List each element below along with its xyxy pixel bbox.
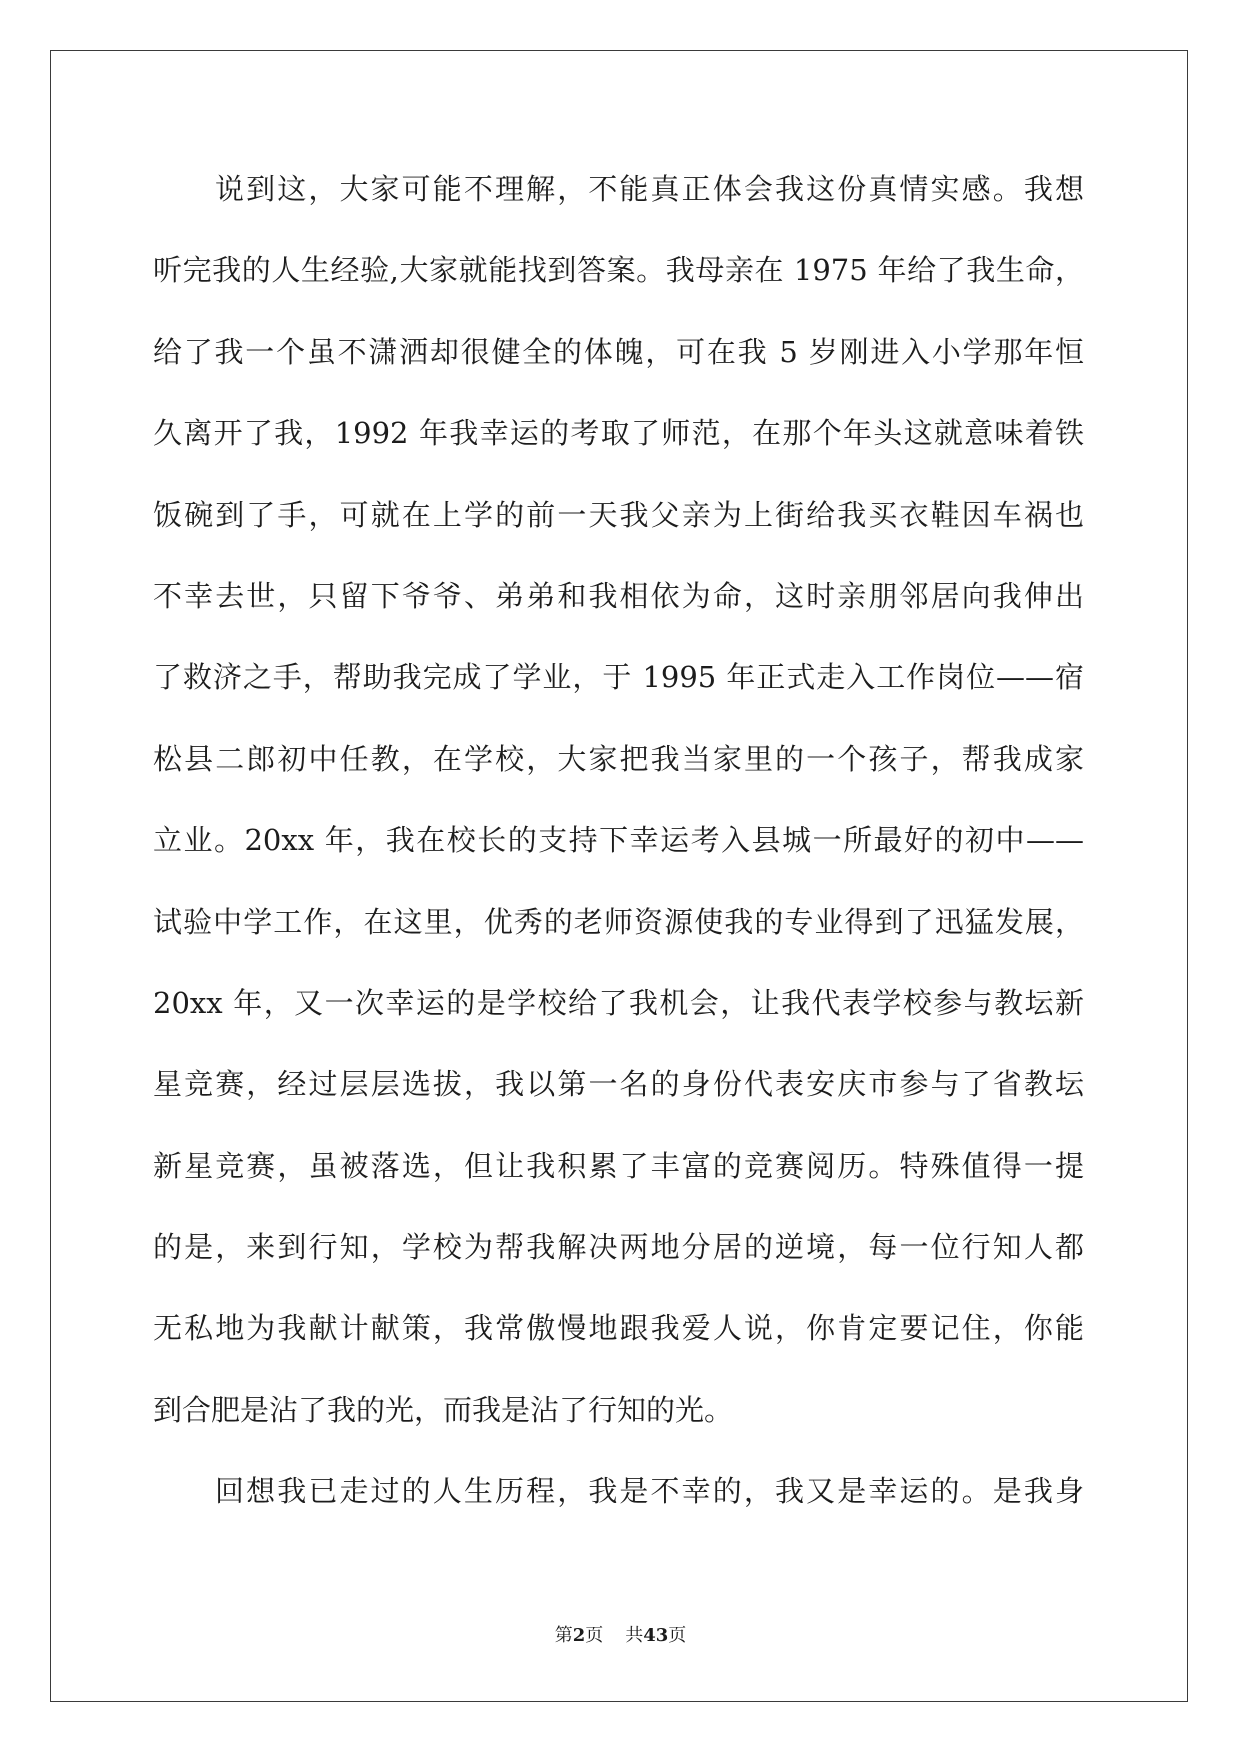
current-page-number: 2 (572, 1625, 586, 1646)
text-line: 久离开了我，1992 年我幸运的考取了师范，在那个年头这就意味着铁 (153, 416, 1084, 451)
text-line: 不幸去世，只留下爷爷、弟弟和我相依为命，这时亲朋邻居向我伸出 (153, 578, 1084, 613)
text-line: 饭碗到了手，可就在上学的前一天我父亲为上街给我买衣鞋因车祸也 (153, 497, 1084, 532)
page-footer (0, 1622, 1241, 1650)
total-pages-number: 43 (643, 1625, 669, 1646)
text-line: 试验中学工作，在这里，优秀的老师资源使我的专业得到了迅猛发展， (153, 904, 1084, 939)
text-line: 了救济之手，帮助我完成了学业，于 1995 年正式走入工作岗位——宿 (153, 660, 1084, 695)
text-line: 立业。20xx 年，我在校长的支持下幸运考入县城一所最好的初中—— (153, 823, 1084, 858)
text-line: 新星竞赛，虽被落选，但让我积累了丰富的竞赛阅历。特殊值得一提 (153, 1148, 1084, 1183)
text-line: 松县二郎初中任教，在学校，大家把我当家里的一个孩子，帮我成家 (153, 741, 1084, 776)
text-line: 星竞赛，经过层层选拔，我以第一名的身份代表安庆市参与了省教坛 (153, 1067, 1084, 1102)
total-pages-prefix: 共 (625, 1625, 644, 1646)
text-line: 20xx 年，又一次幸运的是学校给了我机会，让我代表学校参与教坛新 (153, 985, 1084, 1020)
text-line: 无私地为我献计献策，我常傲慢地跟我爱人说，你肯定要记住，你能 (153, 1311, 1084, 1346)
page-number-suffix: 页 (585, 1625, 604, 1646)
page-number-prefix: 第 (554, 1625, 573, 1646)
document-body (153, 149, 1084, 1533)
text-line: 给了我一个虽不潇洒却很健全的体魄，可在我 5 岁刚进入小学那年恒 (153, 334, 1084, 369)
total-pages-suffix: 页 (668, 1625, 687, 1646)
text-line: 说到这，大家可能不理解，不能真正体会我这份真情实感。我想 (215, 172, 1084, 206)
text-line: 的是，来到行知，学校为帮我解决两地分居的逆境，每一位行知人都 (153, 1230, 1084, 1265)
text-line: 到合肥是沾了我的光，而我是沾了行知的光。 (153, 1392, 734, 1427)
text-line: 回想我已走过的人生历程，我是不幸的，我又是幸运的。是我身 (215, 1474, 1084, 1509)
text-line: 听完我的人生经验,大家就能找到答案。我母亲在 1975 年给了我生命， (153, 253, 1084, 288)
